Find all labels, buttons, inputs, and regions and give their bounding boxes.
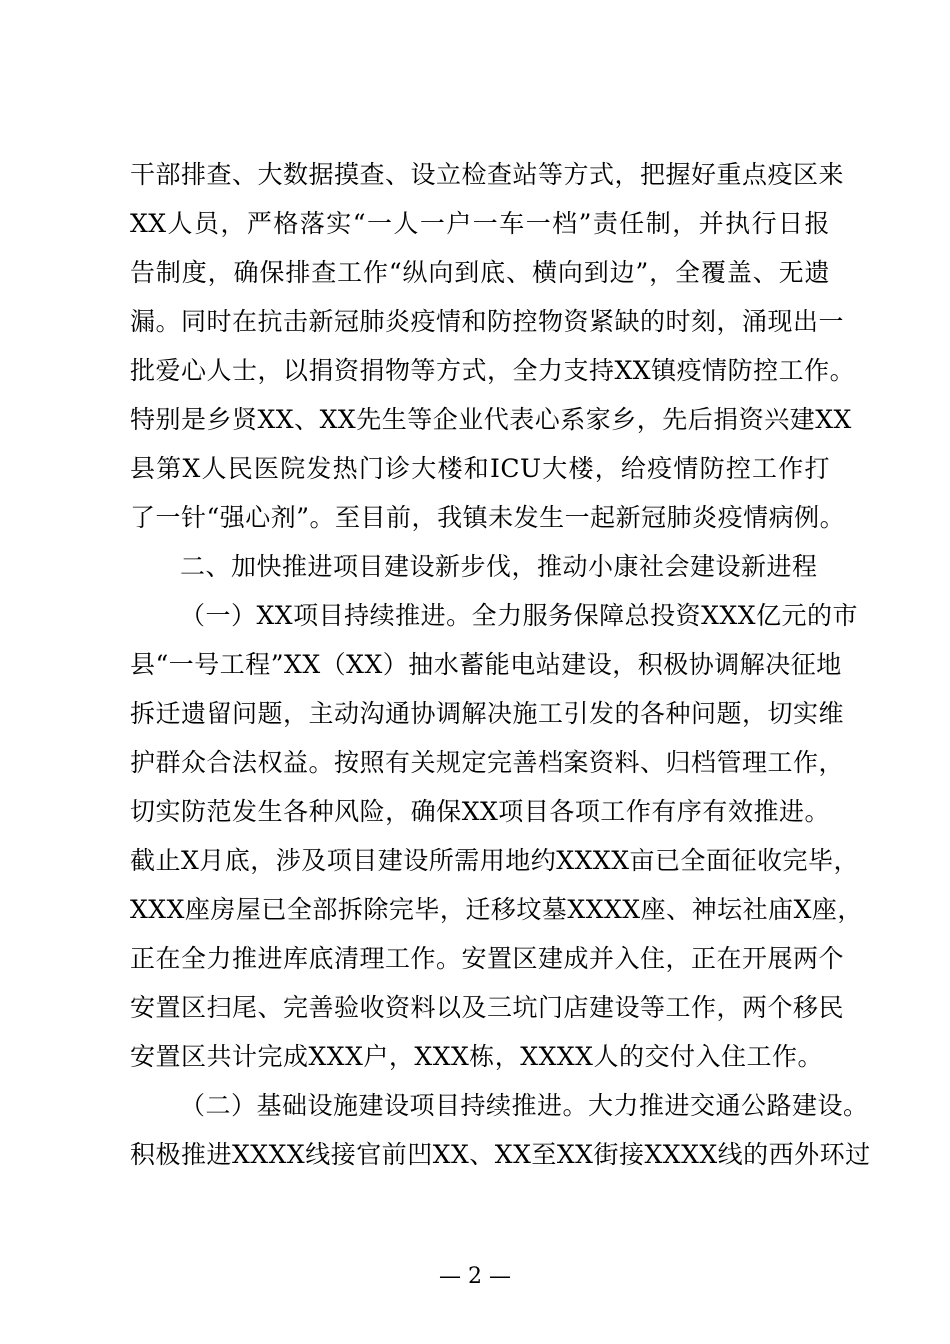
text-line: 安置区共计完成XXX户，XXX栋，XXXX人的交付入住工作。 xyxy=(130,1042,823,1071)
text-line: 安置区扫尾、完善验收资料以及三坑门店建设等工作，两个移民 xyxy=(130,993,845,1022)
text-line: 护群众合法权益。按照有关规定完善档案资料、归档管理工作， xyxy=(130,748,845,777)
text-line: （二）基础设施建设项目持续推进。大力推进交通公路建设。 xyxy=(180,1091,869,1120)
text-line: 了一针“强心剂”。至目前，我镇未发生一起新冠肺炎疫情病例。 xyxy=(130,503,846,532)
document-body xyxy=(130,150,871,1179)
text-line: XXX座房屋已全部拆除完毕，迁移坟墓XXXX座、神坛社庙X座， xyxy=(130,895,863,924)
text-line: 县“一号工程”XX（XX）抽水蓄能电站建设，积极协调解决征地 xyxy=(130,650,842,679)
section-heading: 二、加快推进项目建设新步伐，推动小康社会建设新进程 xyxy=(180,552,818,581)
page-number: — 2 — xyxy=(439,1264,511,1289)
text-line: 特别是乡贤XX、XX先生等企业代表心系家乡，先后捐资兴建XX xyxy=(130,405,852,434)
text-line: XX人员，严格落实“一人一户一车一档”责任制，并执行日报 xyxy=(130,209,830,238)
text-line: 干部排查、大数据摸查、设立检查站等方式，把握好重点疫区来 xyxy=(130,160,845,189)
text-line: 截止X月底，涉及项目建设所需用地约XXXX亩已全面征收完毕， xyxy=(130,846,859,875)
text-line: 切实防范发生各种风险，确保XX项目各项工作有序有效推进。 xyxy=(130,797,830,826)
text-line: 正在全力推进库底清理工作。安置区建成并入住，正在开展两个 xyxy=(130,944,845,973)
text-line: 县第X人民医院发热门诊大楼和ICU大楼，给疫情防控工作打 xyxy=(130,454,830,483)
text-line: 积极推进XXXX线接官前凹XX、XX至XX街接XXXX线的西外环过 xyxy=(130,1140,871,1169)
text-line: 批爱心人士，以捐资捐物等方式，全力支持XX镇疫情防控工作。 xyxy=(130,356,856,385)
text-line: 拆迁遗留问题，主动沟通协调解决施工引发的各种问题，切实维 xyxy=(130,699,845,728)
text-line: （一）XX项目持续推进。全力服务保障总投资XXX亿元的市 xyxy=(180,601,858,630)
text-line: 漏。同时在抗击新冠肺炎疫情和防控物资紧缺的时刻，涌现出一 xyxy=(130,307,845,336)
text-line: 告制度，确保排查工作“纵向到底、横向到边”，全覆盖、无遗 xyxy=(130,258,830,287)
